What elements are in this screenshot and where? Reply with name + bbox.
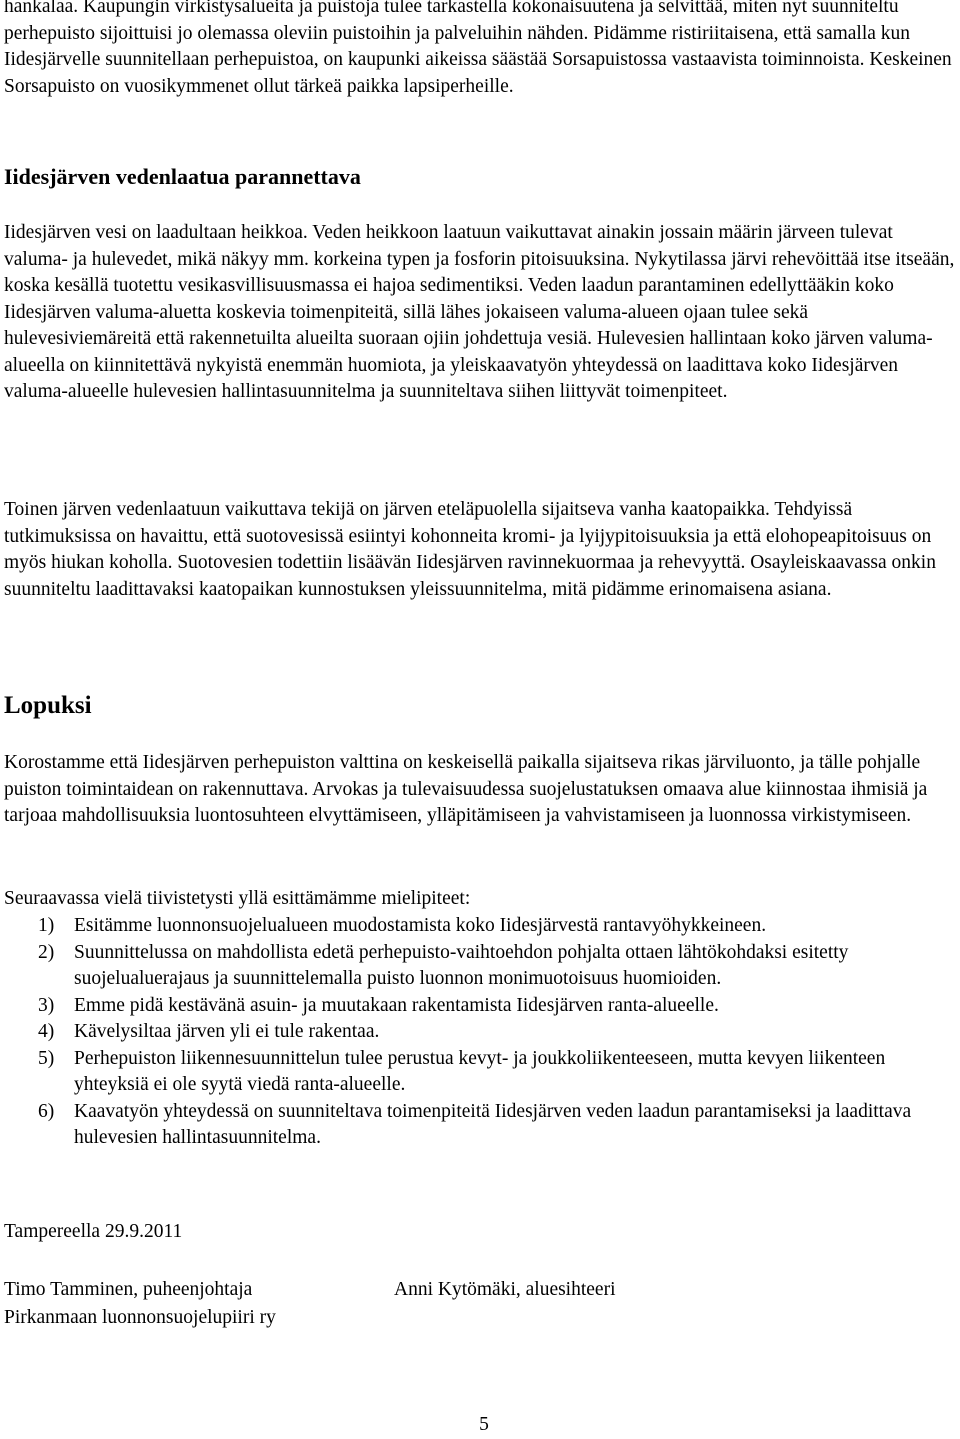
list-item-number: 2): [38, 941, 55, 963]
page-number: 5: [479, 1414, 489, 1435]
summary-intro: Seuraavassa vielä tiivistetysti yllä esittämämme mielipiteet:: [4, 888, 471, 909]
intro-paragraph: hankalaa. Kaupungin virkistysalueita ja puistoja tulee tarkastella kokonaisuutena ja selvittää, miten nyt suunniteltu perhepuisto sijoittuisi jo olemassa oleviin puistoihin ja palveluihin nähden. Pidämme ristiriitaisena, että samalla kun Iidesjärvelle suunnitellaan perhepuistoa, on kaupunki aikeissa säästää Sorsapuistossa vastaavista toiminnoista. Keskeinen Sorsapuisto on vuosikymmenet ollut tärkeä paikka lapsiperheille.: [4, 0, 952, 97]
list-item-text: Esitämme luonnonsuojelualueen muodostamista koko Iidesjärvestä rantavyöhykkeineen.: [74, 915, 767, 936]
signer-organization: Pirkanmaan luonnonsuojelupiiri ry: [4, 1307, 276, 1328]
list-item-number: 6): [38, 1100, 55, 1122]
list-item: [4, 993, 956, 1020]
list-item-text: Kaavatyön yhteydessä on suunniteltava toimenpiteitä Iidesjärven veden laadun parantamiseksi ja laadittava hulevesien hallintasuunnitelma.: [74, 1100, 912, 1148]
list-item-text: Perhepuiston liikennesuunnittelun tulee perustua kevyt- ja joukkoliikenteeseen, mutta kevyen liikenteen yhteyksiä ei ole syytä viedä ranta-alueelle.: [74, 1047, 886, 1095]
conclusion-paragraph: Korostamme että Iidesjärven perhepuiston valttina on keskeisellä paikalla sijaitseva rikas järviluonto, ja tälle pohjalle puiston toimintaidean on rakennuttava. Arvokas ja tulevaisuudessa suojelustatuksen omaava alue kiinnostaa ihmisiä ja tarjoaa mahdollisuuksia luontosuhteen elvyttämiseen, ylläpitämiseen ja vahvistamiseen ja luonnossa virkistymiseen.: [4, 752, 928, 826]
list-item-text: Kävelysiltaa järven yli ei tule rakentaa.: [74, 1021, 380, 1042]
landfill-paragraph: Toinen järven vedenlaatuun vaikuttava tekijä on järven eteläpuolella sijaitseva vanha kaatopaikka. Tehdyissä tutkimuksissa on havaittu, että suotovesissä esiintyi kohonneita kromi- ja lyijypitoisuuksia ja että elohopeapitoisuus on myös hiukan koholla. Suotovesien todettiin lisäävän Iidesjärven ravinnekuormaa ja rehevyyttä. Osayleiskaavassa onkin suunniteltu laadittavaksi kaatopaikan kunnostuksen yleissuunnitelma, mitä pidämme erinomaisena asiana.: [4, 499, 936, 600]
list-item: [4, 913, 956, 940]
water-quality-paragraph: Iidesjärven vesi on laadultaan heikkoa. Veden heikkoon laatuun vaikuttavat ainakin jossain määrin järveen tulevat valuma- ja hulevedet, mikä näkyy mm. korkeina typen ja fosforin pitoisuuksina. Nykytilassa järvi rehevöittää itse itseään, koska kesällä tuotettu vesikasvillisuusmassa ei hajoa sedimentiksi. Veden laadun parantaminen edellyttääkin koko Iidesjärven valuma-aluetta koskevia toimenpiteitä, sillä lähes jokaiseen valuma-alueen ojaan tulee sekä hulevesiviemäreitä että rakennetuilta alueilta suoraan ojiin johdettuja vesiä. Hulevesien hallintaan koko järven valuma-alueella on kiinnitettävä nykyistä enemmän huomiota, ja yleiskaavatyön yhteydessä on laadittava koko Iidesjärven valuma-alueelle hulevesien hallintasuunnitelma ja suunniteltava siihen liittyvät toimenpiteet.: [4, 222, 955, 402]
list-item-text: Emme pidä kestävänä asuin- ja muutakaan rakentamista Iidesjärven ranta-alueelle.: [74, 994, 719, 1016]
section-heading-conclusion: Lopuksi: [4, 692, 92, 719]
signature-right: [394, 1276, 616, 1304]
list-item-number: 3): [38, 994, 55, 1016]
list-item-number: 1): [38, 915, 55, 936]
section-heading-water-quality: Iidesjärven vedenlaatua parannettava: [4, 164, 361, 189]
list-item-text: Suunnittelussa on mahdollista edetä perhepuisto-vaihtoehdon pohjalta ottaen lähtökohdaksi esitetty suojelualuerajaus ja suunnittelemalla puisto luonnon monimuotoisuus huomioiden.: [74, 941, 849, 989]
signer-name-left: Timo Tamminen, puheenjohtaja: [4, 1279, 253, 1300]
place-and-date: Tampereella 29.9.2011: [4, 1221, 183, 1242]
summary-list: [4, 913, 956, 1152]
list-item-number: 4): [38, 1021, 55, 1042]
signer-name-right: Anni Kytömäki, aluesihteeri: [394, 1279, 616, 1300]
list-item: [4, 940, 956, 993]
list-item: [4, 1046, 956, 1099]
list-item: [4, 1099, 956, 1152]
list-item: [4, 1019, 956, 1046]
signature-left: [4, 1276, 276, 1332]
list-item-number: 5): [38, 1047, 55, 1069]
